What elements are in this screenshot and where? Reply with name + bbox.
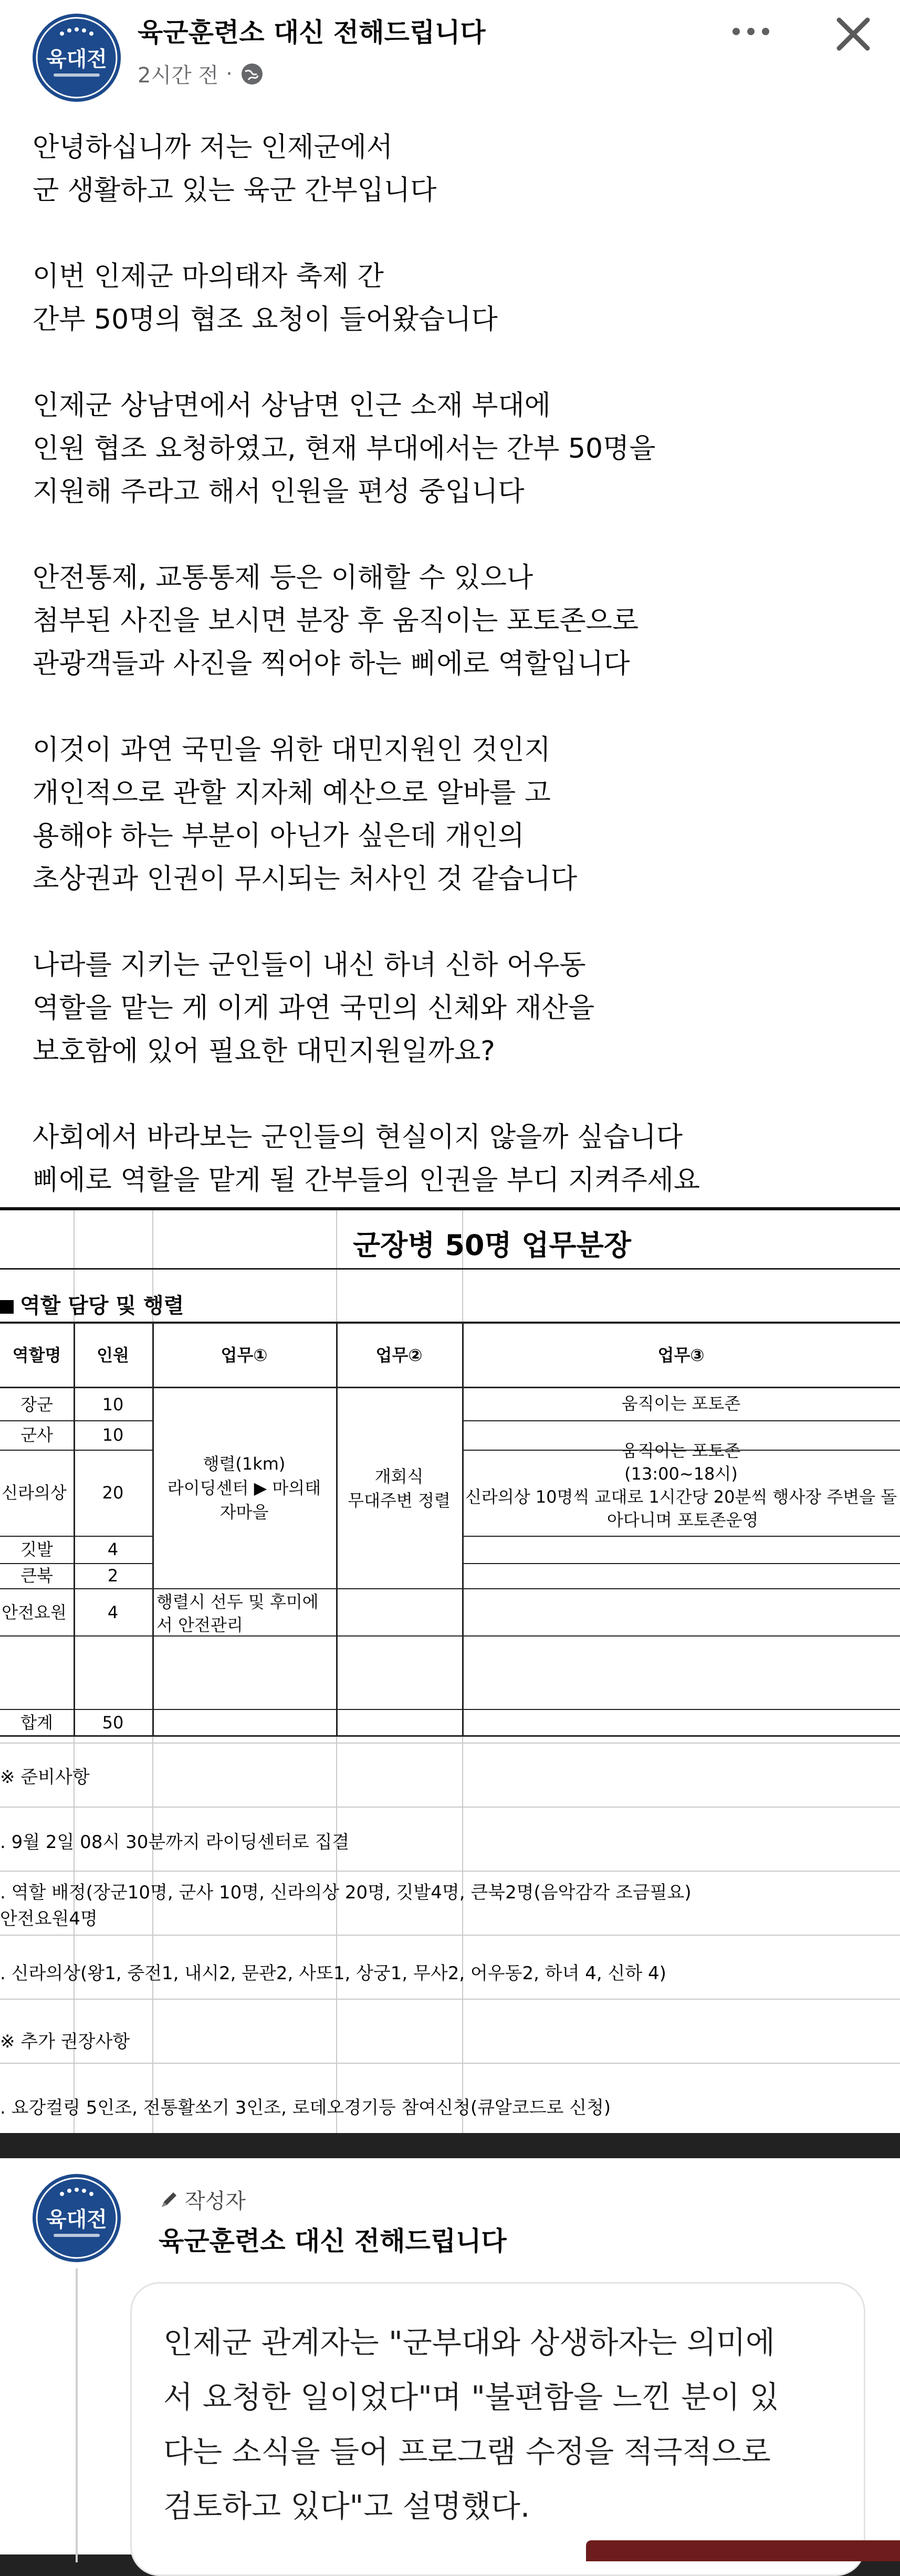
row-role: 안전요원 (2, 1602, 67, 1622)
header-task1: 업무① (221, 1345, 268, 1365)
text-line: 초상권과 인권이 무시되는 처사인 것 같습니다 (33, 863, 578, 895)
row-role: 장군 (20, 1395, 53, 1414)
paragraph (33, 556, 873, 685)
attached-document-image[interactable] (0, 1207, 900, 2133)
more-options-icon[interactable] (725, 21, 777, 42)
row-count: 2 (107, 1566, 119, 1586)
text-line: 용해야 하는 부분이 아닌가 싶은데 개인의 (33, 820, 525, 852)
task1-parade: 행렬(1km) 라이딩센터 ▶ 마의태 자마을 (167, 1454, 321, 1522)
text-line: 첨부된 사진을 보시면 분장 후 움직이는 포토존으로 (33, 605, 639, 637)
comment-bubble (130, 2282, 865, 2576)
text-line: 이번 인제군 마의태자 축제 간 (33, 261, 384, 292)
header-count: 인원 (97, 1345, 129, 1365)
meta-separator: · (226, 61, 233, 86)
paragraph (33, 126, 873, 212)
text-line: 안녕하십니까 저는 인제군에서 (33, 132, 393, 163)
text-line: 인제군 상남면에서 상남면 인근 소재 부대에 (33, 390, 551, 421)
post-meta (138, 59, 264, 89)
comment-line: 다는 소식을 들어 프로그램 수정을 적극적으로 (163, 2434, 771, 2469)
text-line: 인원 협조 요청하였고, 현재 부대에서는 간부 50명을 (33, 433, 656, 464)
paragraph (33, 384, 873, 513)
paragraph (33, 729, 873, 901)
close-icon[interactable] (830, 10, 877, 58)
text-line: 안전통제, 교통통제 등은 이해할 수 있으나 (33, 562, 533, 594)
post-card (0, 0, 900, 1207)
comment-section (0, 2158, 900, 2554)
post-time[interactable]: 2시간 전 (138, 64, 219, 88)
text-line: 보호함에 있어 필요한 대민지원일까요? (33, 1036, 495, 1067)
header-role: 역할명 (12, 1345, 61, 1365)
avatar-text: 육대전 (46, 47, 107, 71)
comment-line: 서 요청한 일이었다"며 "불편함을 느낀 분이 있 (163, 2379, 779, 2415)
header-task2: 업무② (375, 1345, 423, 1365)
row-role: 신라의상 (2, 1483, 67, 1503)
paragraph (33, 255, 873, 341)
thread-line (76, 2268, 78, 2562)
row-count: 10 (102, 1425, 124, 1445)
commenter-name[interactable]: 육군훈련소 대신 전해드립니다 (159, 2226, 507, 2256)
row-role: 큰북 (20, 1566, 53, 1586)
recommend-heading: ※ 추가 권장사항 (0, 2031, 130, 2052)
text-line: 간부 50명의 협조 요청이 들어왔습니다 (33, 304, 498, 335)
text-line: 사회에서 바라보는 군인들의 현실이지 않을까 싶습니다 (33, 1122, 683, 1153)
prep-item: . 9월 2일 08시 30분까지 라이딩센터로 집결 (0, 1832, 350, 1853)
text-line: 지원해 주라고 해서 인원을 편성 중입니다 (33, 476, 525, 508)
comment-line: 검토하고 있다"고 설명했다. (163, 2488, 530, 2524)
task2-ceremony: 개회식 무대주변 정렬 (348, 1466, 451, 1511)
page-avatar-logo (33, 14, 121, 102)
text-line: 군 생활하고 있는 육군 간부입니다 (33, 175, 437, 206)
avatar-text: 육대전 (46, 2208, 107, 2232)
task3-silla: 움직이는 포토존 (13:00~18시) (621, 1441, 741, 1484)
author-badge-label: 작성자 (185, 2189, 246, 2213)
recommend-item: . 요강컬링 5인조, 전통활쏘기 3인조, 로데오경기등 참여신청(큐알코드로 신청) (0, 2097, 611, 2118)
row-count: 20 (102, 1483, 124, 1503)
task3-general: 움직이는 포토존 (621, 1393, 741, 1413)
pen-icon (159, 2189, 180, 2210)
paragraph (33, 944, 873, 1073)
section-heading: 역할 담당 및 행렬 (0, 1289, 184, 1319)
prep-item: . 역할 배정(장군10명, 군사 10명, 신라의상 20명, 깃발4명, 큰북2명(음악감각 조금필요) (0, 1882, 692, 1903)
comment-text (163, 2315, 846, 2533)
text-line: 삐에로 역할을 맡게 될 간부들의 인권을 부디 지켜주세요 (33, 1165, 700, 1196)
text-line: 관광객들과 사진을 찍어야 하는 삐에로 역할입니다 (33, 648, 630, 680)
page-name[interactable]: 육군훈련소 대신 전해드립니다 (138, 17, 486, 48)
text-line: 개인적으로 관할 지자체 예산으로 알바를 고 (33, 777, 551, 809)
globe-icon (240, 62, 264, 86)
task1-safety: 행렬시 선두 및 후미에 서 안전관리 (156, 1592, 319, 1635)
prep-heading: ※ 준비사항 (0, 1767, 90, 1788)
header-task3: 업무③ (657, 1345, 705, 1365)
text-line: 나라를 지키는 군인들이 내신 하녀 신하 어우동 (33, 949, 586, 981)
bottom-edge-bar (586, 2540, 900, 2561)
prep-item: 안전요원4명 (0, 1908, 98, 1929)
row-count: 4 (107, 1539, 119, 1559)
row-count: 4 (107, 1602, 119, 1622)
commenter-avatar[interactable] (33, 2174, 121, 2262)
document-title: 군장병 50명 업무분장 (352, 1229, 632, 1262)
comment-line: 인제군 관계자는 "군부대와 상생하자는 의미에 (163, 2325, 775, 2360)
prep-item: . 신라의상(왕1, 중전1, 내시2, 문관2, 사또1, 상궁1, 무사2, 어우동2, 하녀 4, 신하 4) (0, 1963, 666, 1984)
total-role: 합계 (20, 1713, 53, 1733)
post-body (33, 126, 873, 1245)
page-avatar[interactable] (33, 14, 121, 102)
author-badge (159, 2184, 246, 2214)
text-line: 이것이 과연 국민을 위한 대민지원인 것인지 (33, 734, 551, 766)
task3-silla-detail: 신라의상 10명씩 교대로 1시간당 20분씩 행사장 주변을 돌 아다니며 포토존운영 (465, 1487, 897, 1530)
paragraph (33, 1116, 873, 1202)
row-count: 10 (102, 1395, 124, 1414)
row-role: 깃발 (20, 1539, 53, 1559)
row-role: 군사 (20, 1425, 53, 1445)
text-line: 역할을 맡는 게 이게 과연 국민의 신체와 재산을 (33, 993, 595, 1024)
commenter-avatar-logo (33, 2174, 121, 2262)
total-count: 50 (102, 1713, 124, 1733)
